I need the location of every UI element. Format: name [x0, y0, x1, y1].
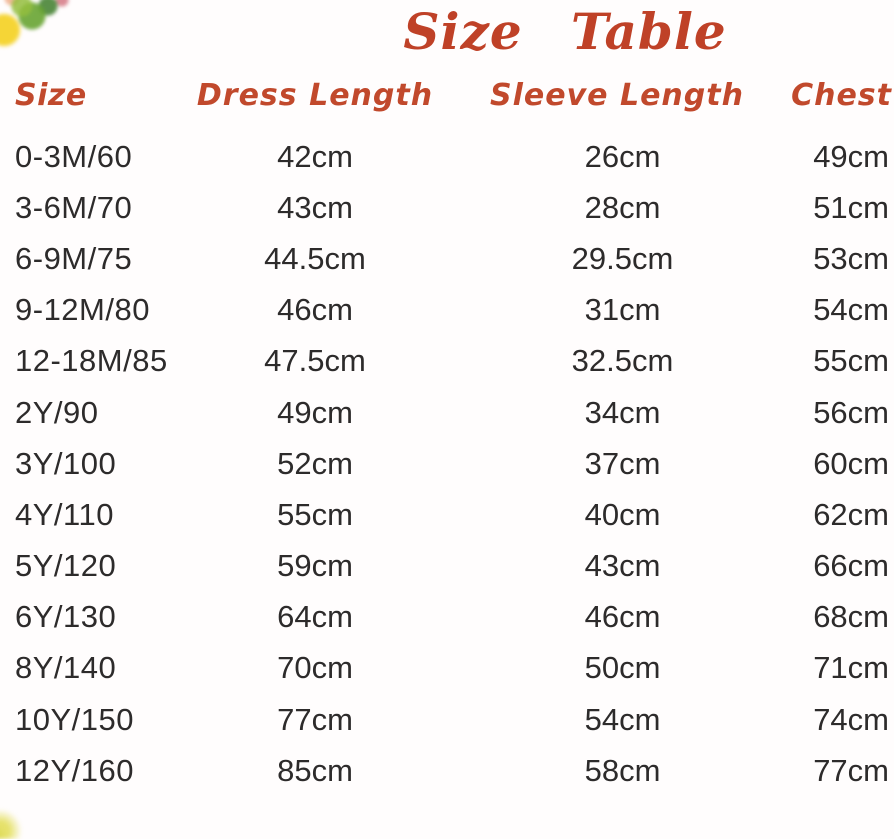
table-row	[0, 592, 894, 643]
table-body	[0, 131, 894, 796]
dress-length-cell: 85cm	[277, 752, 353, 788]
chest-cell: 56cm	[813, 394, 889, 430]
dress-length-cell: 44.5cm	[264, 240, 366, 276]
size-cell: 3-6M/70	[15, 189, 133, 225]
size-cell: 4Y/110	[15, 496, 114, 532]
chest-cell: 53cm	[813, 240, 889, 276]
sleeve-length-cell: 37cm	[584, 445, 661, 481]
size-cell: 10Y/150	[15, 701, 134, 737]
size-cell: 6-9M/75	[15, 240, 133, 276]
column-header-sleeve-length: Sleeve Length	[490, 77, 744, 113]
dress-length-cell: 49cm	[277, 394, 353, 430]
dress-length-cell: 59cm	[277, 548, 353, 584]
table-row	[0, 694, 894, 745]
table-row	[0, 131, 894, 182]
size-cell: 6Y/130	[15, 599, 117, 635]
column-header-size: Size	[15, 77, 87, 113]
table-row	[0, 489, 894, 540]
table-row	[0, 336, 894, 387]
chest-cell: 60cm	[813, 445, 889, 481]
table-row	[0, 438, 894, 489]
table-header-row	[0, 70, 894, 120]
chest-cell: 66cm	[813, 548, 889, 584]
table-row	[0, 387, 894, 438]
sleeve-length-cell: 34cm	[584, 394, 661, 430]
sleeve-length-cell: 58cm	[584, 752, 661, 788]
dress-length-cell: 77cm	[277, 701, 353, 737]
sleeve-length-cell: 50cm	[584, 650, 661, 686]
sleeve-length-cell: 40cm	[584, 496, 661, 532]
table-row	[0, 745, 894, 796]
size-cell: 9-12M/80	[15, 292, 150, 328]
dress-length-cell: 47.5cm	[264, 343, 366, 379]
sleeve-length-cell: 46cm	[584, 599, 661, 635]
dress-length-cell: 43cm	[277, 189, 353, 225]
chest-cell: 71cm	[813, 650, 889, 686]
chest-cell: 54cm	[813, 292, 889, 328]
column-header-chest: Chest	[791, 77, 892, 113]
chest-cell: 74cm	[813, 701, 889, 737]
sleeve-length-cell: 29.5cm	[571, 240, 674, 276]
page-title: Size Table	[403, 2, 727, 61]
chest-cell: 77cm	[813, 752, 889, 788]
table-row	[0, 285, 894, 336]
sleeve-length-cell: 28cm	[584, 189, 661, 225]
table-row	[0, 182, 894, 233]
size-cell: 5Y/120	[15, 548, 117, 584]
dress-length-cell: 46cm	[277, 292, 353, 328]
dress-length-cell: 55cm	[277, 496, 353, 532]
size-cell: 2Y/90	[15, 394, 99, 430]
size-cell: 12Y/160	[15, 752, 134, 788]
sleeve-length-cell: 43cm	[584, 548, 661, 584]
sleeve-length-cell: 32.5cm	[571, 343, 674, 379]
sleeve-length-cell: 31cm	[584, 292, 661, 328]
size-cell: 3Y/100	[15, 445, 117, 481]
chest-cell: 51cm	[813, 189, 889, 225]
size-cell: 12-18M/85	[15, 343, 168, 379]
sleeve-length-cell: 26cm	[584, 138, 661, 174]
table-row	[0, 541, 894, 592]
dress-length-cell: 52cm	[277, 445, 353, 481]
size-cell: 0-3M/60	[15, 138, 133, 174]
table-row	[0, 233, 894, 284]
chest-cell: 49cm	[813, 138, 889, 174]
chest-cell: 62cm	[813, 496, 889, 532]
dress-length-cell: 42cm	[277, 138, 353, 174]
size-table	[0, 70, 894, 796]
dress-length-cell: 70cm	[277, 650, 353, 686]
flower-decoration-top-left	[0, 0, 88, 58]
dress-length-cell: 64cm	[277, 599, 353, 635]
flower-decoration-bottom-left	[0, 791, 50, 839]
chest-cell: 55cm	[813, 343, 889, 379]
column-header-dress-length: Dress Length	[196, 77, 434, 113]
chest-cell: 68cm	[813, 599, 889, 635]
size-cell: 8Y/140	[15, 650, 117, 686]
sleeve-length-cell: 54cm	[584, 701, 661, 737]
table-row	[0, 643, 894, 694]
